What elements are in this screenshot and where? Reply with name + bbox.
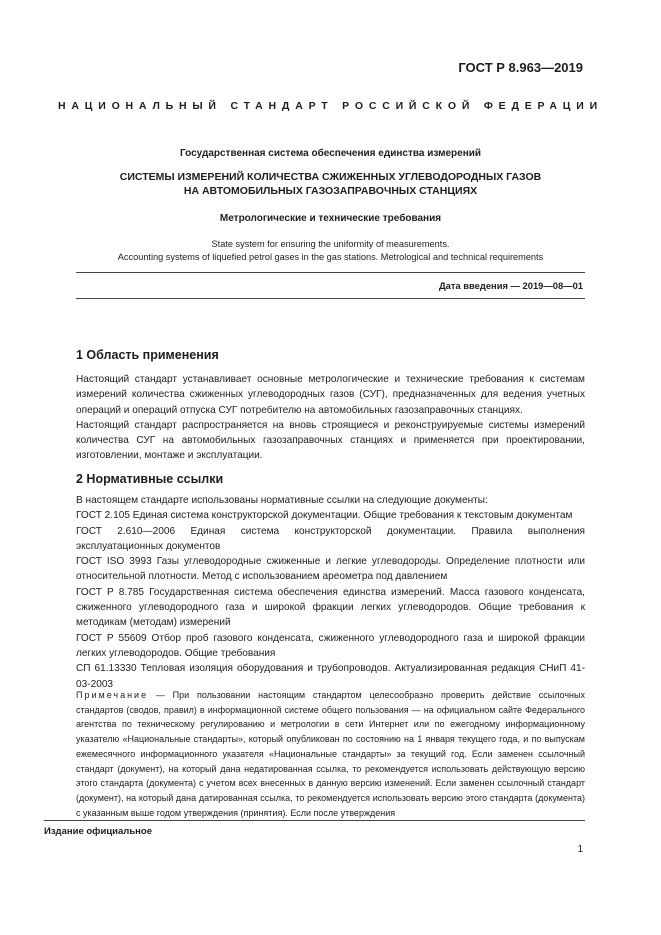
title-line-2: НА АВТОМОБИЛЬНЫХ ГАЗОЗАПРАВОЧНЫХ СТАНЦИЯХ xyxy=(183,185,478,197)
reference-item: ГОСТ 2.105 Единая система конструкторской документации. Общие требования к текстовым документам xyxy=(76,510,573,522)
section-heading-references: 2 Нормативные ссылки xyxy=(76,472,224,486)
paragraph: Настоящий стандарт распространяется на вновь строящиеся и реконструируемые системы измерений количества СУГ на автомобильных газозаправочных станциях и применяется при проектировании, изготовлении, монтаже и эксплуатации. xyxy=(76,419,585,462)
gost-number: ГОСТ Р 8.963—2019 xyxy=(458,60,583,75)
national-standard-banner: НАЦИОНАЛЬНЫЙ СТАНДАРТ РОССИЙСКОЙ ФЕДЕРАЦИИ xyxy=(58,100,603,112)
english-line-2: Accounting systems of liquefied petrol gases in the gas stations. Metrological and technical requirements xyxy=(117,252,544,262)
reference-item: ГОСТ ISO 3993 Газы углеводородные сжиженные и легкие углеводороды. Определение плотности или относительной плотности. Метод с использованием ареометра под давлением xyxy=(76,556,585,583)
document-title xyxy=(40,170,621,198)
reference-item: ГОСТ Р 55609 Отбор проб газового конденсата, сжиженного углеводородного газа и широкой фракции легких углеводородов. Общие требования xyxy=(76,632,585,659)
section-heading-scope: 1 Область применения xyxy=(76,348,219,362)
reference-item: ГОСТ Р 8.785 Государственная система обеспечения единства измерений. Масса газового конденсата, сжиженного углеводородного газа и широкой фракции легких углеводородов. Общие требования к методикам (методам) измерений xyxy=(76,586,585,629)
note xyxy=(76,688,585,820)
note-label: Примечание xyxy=(76,690,149,700)
english-title xyxy=(40,238,621,264)
divider xyxy=(76,272,585,273)
section-scope-body xyxy=(76,372,585,464)
document-subtitle: Метрологические и технические требования xyxy=(219,213,442,224)
note-text: — При пользовании настоящим стандартом целесообразно проверить действие ссылочных стандартов (сводов, правил) в информационной системе общего пользования — на официальном сайте Федерального агентства по техническому регулированию и метрологии в сети Интернет или по ежегодному информационному указателю «Национальные стандарты», который опубликован по состоянию на 1 января текущего года, и по выпускам ежемесячного информационного указателя «Национальные стандарты» за текущий год. Если заменен ссылочный стандарт (документ), на который дана недатированная ссылка, то рекомендуется использовать действующую версию этого стандарта (документа) с учетом всех внесенных в данную версию изменений. Если заменен ссылочный стандарт (документ), на который дана датированная ссылка, то рекомендуется использовать версию этого стандарта (документа) с указанным выше годом утверждения (принятия). Если после утверждения xyxy=(76,690,585,818)
edition-label: Издание официальное xyxy=(44,826,152,837)
reference-item: ГОСТ 2.610—2006 Единая система конструкторской документации. Правила выполнения эксплуатационных документов xyxy=(76,525,585,552)
reference-item: СП 61.13330 Тепловая изоляция оборудования и трубопроводов. Актуализированная редакция СНиП 41-03-2003 xyxy=(76,663,585,690)
paragraph: В настоящем стандарте использованы нормативные ссылки на следующие документы: xyxy=(76,495,488,506)
section-references-body xyxy=(76,493,585,692)
effective-date: Дата введения — 2019—08—01 xyxy=(438,280,583,291)
page-number: 1 xyxy=(577,844,583,855)
footer-divider xyxy=(44,820,585,821)
title-line-1: СИСТЕМЫ ИЗМЕРЕНИЙ КОЛИЧЕСТВА СЖИЖЕННЫХ УГЛЕВОДОРОДНЫХ ГАЗОВ xyxy=(119,171,542,183)
english-line-1: State system for ensuring the uniformity of measurements. xyxy=(211,239,450,249)
paragraph: Настоящий стандарт устанавливает основные метрологические и технические требования к системам измерений количества сжиженных углеводородных газов (СУГ), предназначенных для ведения учетных операций и операций отпуска СУГ потребителю на автомобильных газозаправочных станциях. xyxy=(76,374,585,416)
divider xyxy=(76,298,585,299)
system-name: Государственная система обеспечения единства измерений xyxy=(179,148,482,159)
